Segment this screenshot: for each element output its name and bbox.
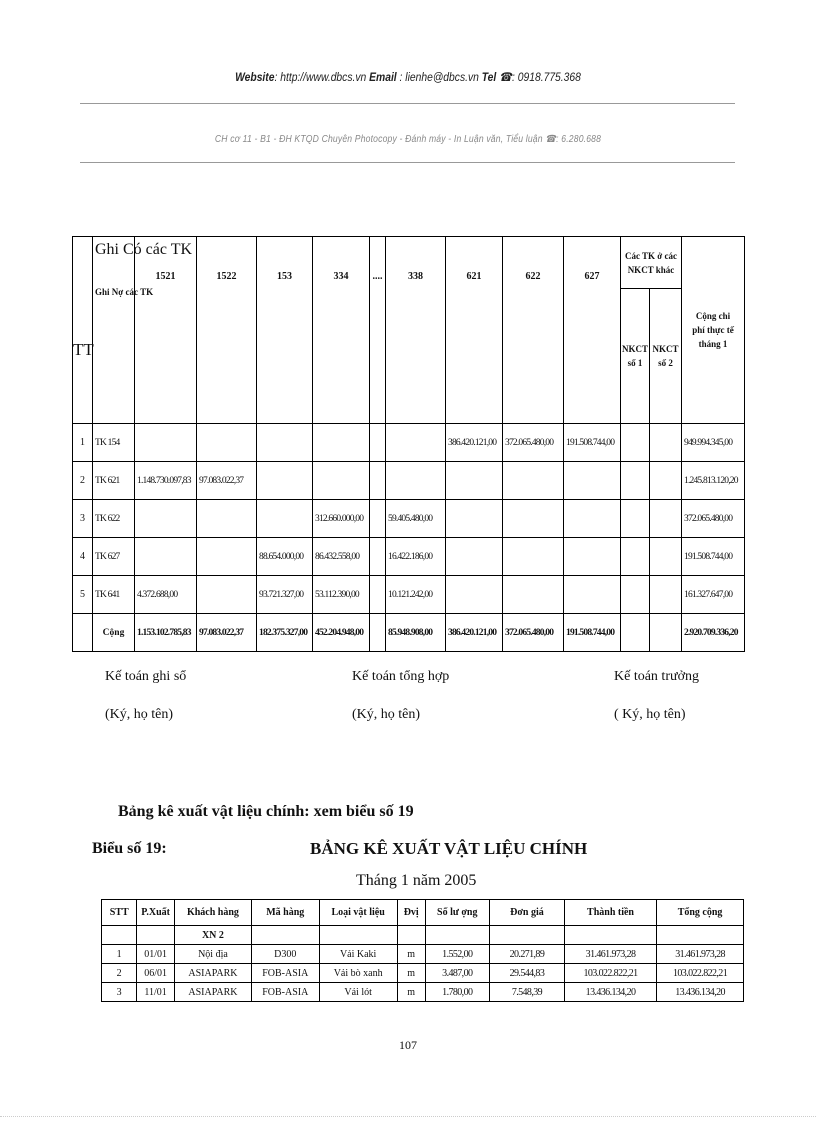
cell-c1521: 4.372.688,00 bbox=[135, 576, 197, 614]
row-account: TK 154 bbox=[93, 424, 135, 462]
shop-subline bbox=[57, 134, 759, 145]
cell-c627 bbox=[564, 462, 621, 500]
shop-subline-phone: : 6.280.688 bbox=[556, 134, 602, 145]
row-account: TK 641 bbox=[93, 576, 135, 614]
cell-stt: 1 bbox=[102, 945, 137, 964]
cell-mh: D300 bbox=[252, 945, 320, 964]
col-627: 627 bbox=[564, 237, 621, 424]
cell-c1522 bbox=[197, 576, 257, 614]
cell-tt: 103.022.822,21 bbox=[564, 964, 656, 983]
phone-icon-2: ☎ bbox=[545, 134, 557, 145]
cell-n1 bbox=[621, 500, 650, 538]
row-account: TK 627 bbox=[93, 538, 135, 576]
cell-c153: 88.654.000,00 bbox=[257, 538, 313, 576]
section-period: Tháng 1 năm 2005 bbox=[356, 872, 477, 889]
cell-kh: ASIAPARK bbox=[174, 964, 251, 983]
table2-header-9: Tổng cộng bbox=[657, 900, 744, 926]
table-row bbox=[73, 500, 745, 538]
group-label: XN 2 bbox=[174, 926, 251, 945]
nkct2-header: NKCT số 2 bbox=[650, 289, 682, 424]
group-row bbox=[102, 926, 744, 945]
row-tt: 2 bbox=[73, 462, 93, 500]
section-title: BẢNG KÊ XUẤT VẬT LIỆU CHÍNH bbox=[310, 839, 588, 858]
cell-lvl: Vải bò xanh bbox=[319, 964, 397, 983]
cell-c1522: 97.083.022,37 bbox=[197, 462, 257, 500]
total-row bbox=[73, 614, 745, 652]
cell-kh: Nội địa bbox=[174, 945, 251, 964]
cell-c1521 bbox=[135, 500, 197, 538]
total-338: 85.948.908,00 bbox=[386, 614, 446, 652]
cell-c622 bbox=[503, 462, 564, 500]
bottom-dotted-rule bbox=[0, 1116, 816, 1117]
cell-c153 bbox=[257, 462, 313, 500]
row-tt: 1 bbox=[73, 424, 93, 462]
row-account: TK 622 bbox=[93, 500, 135, 538]
total-1522: 97.083.022,37 bbox=[197, 614, 257, 652]
cell-sl: 3.487,00 bbox=[425, 964, 489, 983]
phone-icon: ☎ bbox=[499, 70, 513, 84]
col-334: 334 bbox=[313, 237, 370, 424]
cell-n2 bbox=[650, 462, 682, 500]
table2-header-7: Đơn giá bbox=[489, 900, 564, 926]
total-621: 386.420.121,00 bbox=[446, 614, 503, 652]
col-621: 621 bbox=[446, 237, 503, 424]
table2-header-5: Đvị bbox=[397, 900, 425, 926]
table-row bbox=[102, 964, 744, 983]
cell-c622: 372.065.480,00 bbox=[503, 424, 564, 462]
row-tt: 3 bbox=[73, 500, 93, 538]
table-row bbox=[73, 462, 745, 500]
cell-c334: 86.432.558,00 bbox=[313, 538, 370, 576]
total-153: 182.375.327,00 bbox=[257, 614, 313, 652]
cell-total: 191.508.744,00 bbox=[682, 538, 745, 576]
cell-c1521: 1.148.730.097,83 bbox=[135, 462, 197, 500]
cell-c1522 bbox=[197, 538, 257, 576]
table-row bbox=[102, 983, 744, 1002]
cell-c334: 312.660.000,00 bbox=[313, 500, 370, 538]
table-row bbox=[73, 424, 745, 462]
cell-c1522 bbox=[197, 500, 257, 538]
total-cost-header: Cộng chi phí thực tế tháng 1 bbox=[682, 237, 745, 424]
cell-px: 01/01 bbox=[137, 945, 175, 964]
cell-n2 bbox=[650, 576, 682, 614]
tel-text: : 0918.775.368 bbox=[512, 70, 581, 84]
cell-cdots bbox=[370, 462, 386, 500]
email-label: Email bbox=[369, 70, 397, 84]
sig-sign-3: ( Ký, họ tên) bbox=[614, 707, 686, 722]
cell-c622 bbox=[503, 538, 564, 576]
cell-dg: 20.271,89 bbox=[489, 945, 564, 964]
tt-header: TT bbox=[73, 237, 93, 424]
cell-c334: 53.112.390,00 bbox=[313, 576, 370, 614]
cell-c338 bbox=[386, 424, 446, 462]
table2-header-4: Loại vật liệu bbox=[319, 900, 397, 926]
cell-c1522 bbox=[197, 424, 257, 462]
table2-header-row bbox=[102, 900, 744, 926]
contact-header bbox=[57, 70, 759, 84]
cell-tc: 13.436.134,20 bbox=[657, 983, 744, 1002]
cell-tc: 31.461.973,28 bbox=[657, 945, 744, 964]
total-627: 191.508.744,00 bbox=[564, 614, 621, 652]
sig-role-2: Kế toán tổng hợp bbox=[352, 669, 450, 684]
cell-lvl: Vải lót bbox=[319, 983, 397, 1002]
cell-kh: ASIAPARK bbox=[174, 983, 251, 1002]
col-622: 622 bbox=[503, 237, 564, 424]
total-622: 372.065.480,00 bbox=[503, 614, 564, 652]
cell-n2 bbox=[650, 500, 682, 538]
total-334: 452.204.948,00 bbox=[313, 614, 370, 652]
table-row bbox=[73, 538, 745, 576]
cell-c338: 59.405.480,00 bbox=[386, 500, 446, 538]
cell-n1 bbox=[621, 538, 650, 576]
cell-c627 bbox=[564, 576, 621, 614]
table2-body bbox=[102, 945, 744, 1002]
ghi-no-label: Ghi Nợ các TK bbox=[95, 287, 154, 297]
cell-cdots bbox=[370, 424, 386, 462]
cell-n2 bbox=[650, 424, 682, 462]
cell-total: 1.245.813.120,20 bbox=[682, 462, 745, 500]
cell-c621 bbox=[446, 462, 503, 500]
other-nkct-header: Các TK ở các NKCT khác bbox=[621, 237, 682, 289]
cell-px: 06/01 bbox=[137, 964, 175, 983]
total-grand: 2.920.709.336,20 bbox=[682, 614, 745, 652]
tel-label: Tel bbox=[481, 70, 497, 84]
header-divider bbox=[80, 103, 735, 104]
cell-c621 bbox=[446, 576, 503, 614]
cell-tt: 13.436.134,20 bbox=[564, 983, 656, 1002]
cell-n1 bbox=[621, 424, 650, 462]
sig-sign-1: (Ký, họ tên) bbox=[105, 707, 174, 722]
row-account: TK 621 bbox=[93, 462, 135, 500]
ghi-co-label: Ghi Có các TK bbox=[95, 241, 193, 258]
cell-cdots bbox=[370, 538, 386, 576]
cell-c621: 386.420.121,00 bbox=[446, 424, 503, 462]
section-note: Bảng kê xuất vật liệu chính: xem biểu số 19 bbox=[118, 803, 414, 820]
table2-header-0: STT bbox=[102, 900, 137, 926]
cell-lvl: Vải Kaki bbox=[319, 945, 397, 964]
col-1522: 1522 bbox=[197, 237, 257, 424]
email-text[interactable]: : lienhe@dbcs.vn bbox=[399, 70, 479, 84]
cell-c621 bbox=[446, 500, 503, 538]
cost-allocation-table bbox=[72, 236, 745, 652]
sig-role-1: Kế toán ghi sổ bbox=[105, 669, 187, 684]
sig-sign-2: (Ký, họ tên) bbox=[352, 707, 421, 722]
col-1521: 1521 bbox=[135, 237, 197, 424]
cell-c338 bbox=[386, 462, 446, 500]
cell-dv: m bbox=[397, 964, 425, 983]
cell-cdots bbox=[370, 576, 386, 614]
cell-tc: 103.022.822,21 bbox=[657, 964, 744, 983]
cell-tt: 31.461.973,28 bbox=[564, 945, 656, 964]
sig-role-3: Kế toán trưởng bbox=[614, 669, 699, 684]
cell-c622 bbox=[503, 576, 564, 614]
cell-total: 949.994.345,00 bbox=[682, 424, 745, 462]
row-tt: 5 bbox=[73, 576, 93, 614]
cell-c153: 93.721.327,00 bbox=[257, 576, 313, 614]
cell-n1 bbox=[621, 576, 650, 614]
shop-subline-text: CH cơ 11 - B1 - ĐH KTQD Chuyên Photocopy - Đánh máy - In Luận văn, Tiểu luận bbox=[214, 134, 543, 145]
cell-sl: 1.552,00 bbox=[425, 945, 489, 964]
cell-sl: 1.780,00 bbox=[425, 983, 489, 1002]
material-issue-table bbox=[101, 899, 744, 1002]
table2-header-6: Số lư ợng bbox=[425, 900, 489, 926]
cell-stt: 3 bbox=[102, 983, 137, 1002]
table2-header-8: Thành tiền bbox=[564, 900, 656, 926]
cell-total: 161.327.647,00 bbox=[682, 576, 745, 614]
col-153: 153 bbox=[257, 237, 313, 424]
cell-mh: FOB-ASIA bbox=[252, 964, 320, 983]
cell-stt: 2 bbox=[102, 964, 137, 983]
cell-c627 bbox=[564, 500, 621, 538]
cell-c1521 bbox=[135, 538, 197, 576]
cell-c334 bbox=[313, 424, 370, 462]
page-number: 107 bbox=[399, 1038, 417, 1052]
nkct1-header: NKCT số 1 bbox=[621, 289, 650, 424]
subline-divider bbox=[80, 162, 735, 163]
cell-c334 bbox=[313, 462, 370, 500]
website-text[interactable]: : http://www.dbcs.vn bbox=[274, 70, 367, 84]
total-1521: 1.153.102.785,83 bbox=[135, 614, 197, 652]
total-label: Cộng bbox=[93, 614, 135, 652]
cell-c627 bbox=[564, 538, 621, 576]
cell-c627: 191.508.744,00 bbox=[564, 424, 621, 462]
table2-header-3: Mã hàng bbox=[252, 900, 320, 926]
cell-cdots bbox=[370, 500, 386, 538]
cell-dg: 29.544,83 bbox=[489, 964, 564, 983]
cell-c153 bbox=[257, 500, 313, 538]
cell-c622 bbox=[503, 500, 564, 538]
table-row bbox=[73, 576, 745, 614]
table2-header-1: P.Xuất bbox=[137, 900, 175, 926]
row-tt: 4 bbox=[73, 538, 93, 576]
col-dots: .... bbox=[370, 237, 386, 424]
cell-dv: m bbox=[397, 945, 425, 964]
website-label: Website bbox=[235, 70, 275, 84]
cell-px: 11/01 bbox=[137, 983, 175, 1002]
cell-n1 bbox=[621, 462, 650, 500]
cell-c338: 16.422.186,00 bbox=[386, 538, 446, 576]
cell-dv: m bbox=[397, 983, 425, 1002]
cell-c338: 10.121.242,00 bbox=[386, 576, 446, 614]
table-row bbox=[102, 945, 744, 964]
cell-c1521 bbox=[135, 424, 197, 462]
cost-table-body bbox=[73, 424, 745, 614]
cell-mh: FOB-ASIA bbox=[252, 983, 320, 1002]
cell-n2 bbox=[650, 538, 682, 576]
table2-header-2: Khách hàng bbox=[174, 900, 251, 926]
cell-c621 bbox=[446, 538, 503, 576]
cell-total: 372.065.480,00 bbox=[682, 500, 745, 538]
cell-dg: 7.548,39 bbox=[489, 983, 564, 1002]
form-label: Biểu số 19: bbox=[92, 840, 167, 857]
cell-c153 bbox=[257, 424, 313, 462]
col-338: 338 bbox=[386, 237, 446, 424]
